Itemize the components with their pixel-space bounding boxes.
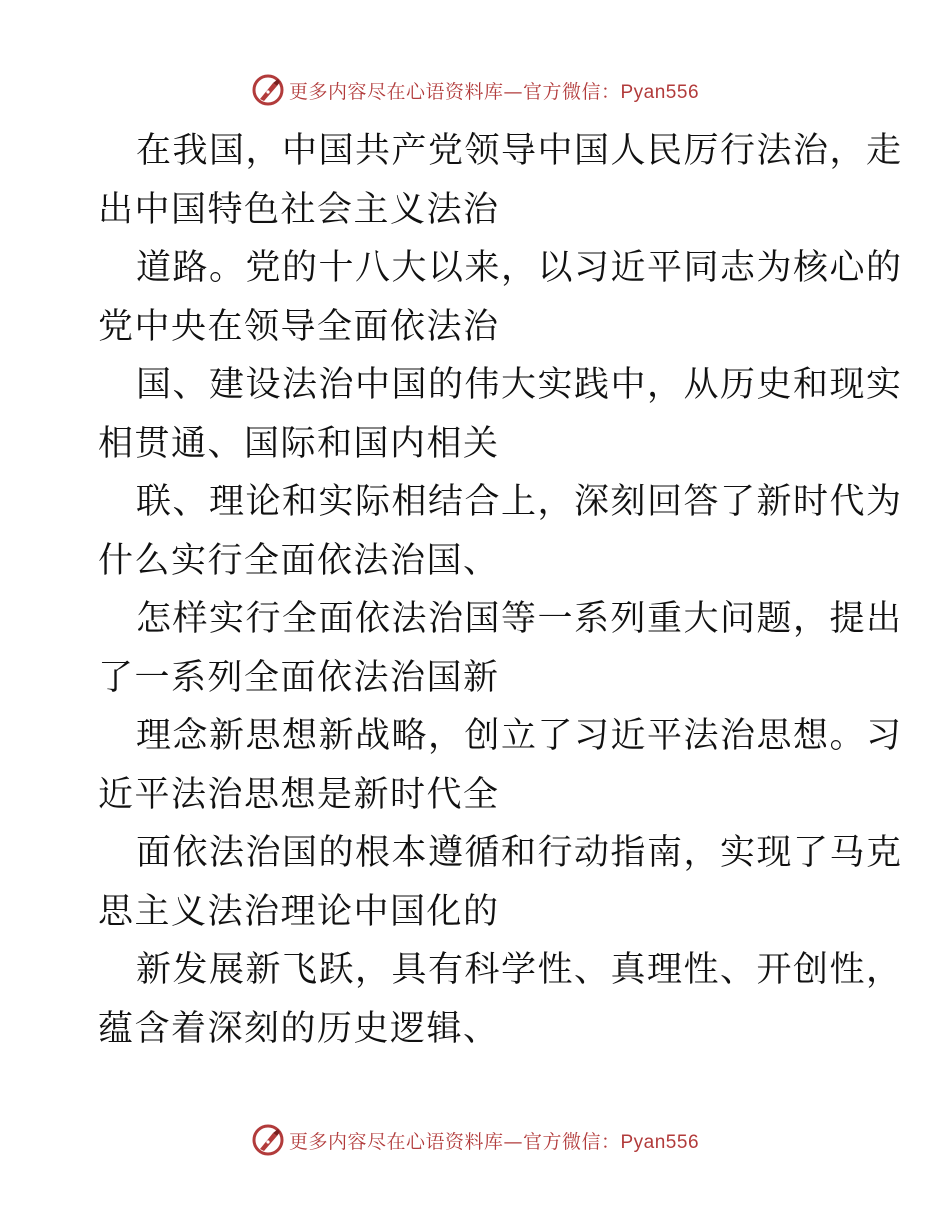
paragraph-3 [98,356,903,473]
paragraph-line: 面依法治国的根本遵循和行动指南，实现了马克 [136,833,903,873]
footer-banner [0,1120,950,1160]
document-body [98,122,903,1058]
paragraph-line: 了一系列全面依法治国新 [98,657,500,698]
header-wechat-id: Pyan556 [620,81,700,103]
header-banner [0,70,950,110]
paragraph-line: 出中国特色社会主义法治 [98,189,500,230]
paragraph-1 [98,122,903,239]
paragraph-line: 思主义法治理论中国化的 [98,891,500,932]
footer-banner-label: 更多内容尽在心语资料库—官方微信： [288,1130,621,1153]
pen-nib-icon [251,73,285,107]
header-banner-label: 更多内容尽在心语资料库—官方微信： [288,80,621,103]
paragraph-line: 蕴含着深刻的历史逻辑、 [98,1008,500,1049]
paragraph-line: 近平法治思想是新时代全 [98,774,500,815]
footer-banner-text [289,1127,699,1154]
paragraph-4 [98,473,903,590]
paragraph-line: 道路。党的十八大以来，以习近平同志为核心的 [136,248,903,288]
paragraph-5 [98,590,903,707]
footer-wechat-id: Pyan556 [620,1131,700,1153]
paragraph-7 [98,824,903,941]
header-banner-text [289,77,699,104]
paragraph-line: 党中央在领导全面依法治 [98,306,500,347]
paragraph-line: 相贯通、国际和国内相关 [98,423,500,464]
paragraph-8 [98,941,903,1058]
paragraph-line: 联、理论和实际相结合上，深刻回答了新时代为 [136,482,903,522]
paragraph-line: 在我国，中国共产党领导中国人民厉行法治，走 [136,131,903,171]
paragraph-2 [98,239,903,356]
paragraph-line: 理念新思想新战略，创立了习近平法治思想。习 [136,716,903,756]
paragraph-line: 国、建设法治中国的伟大实践中，从历史和现实 [136,365,903,405]
paragraph-6 [98,707,903,824]
paragraph-line: 怎样实行全面依法治国等一系列重大问题，提出 [136,599,903,639]
paragraph-line: 什么实行全面依法治国、 [98,540,500,581]
paragraph-line: 新发展新飞跃，具有科学性、真理性、开创性， [136,950,903,990]
pen-nib-icon [251,1123,285,1157]
